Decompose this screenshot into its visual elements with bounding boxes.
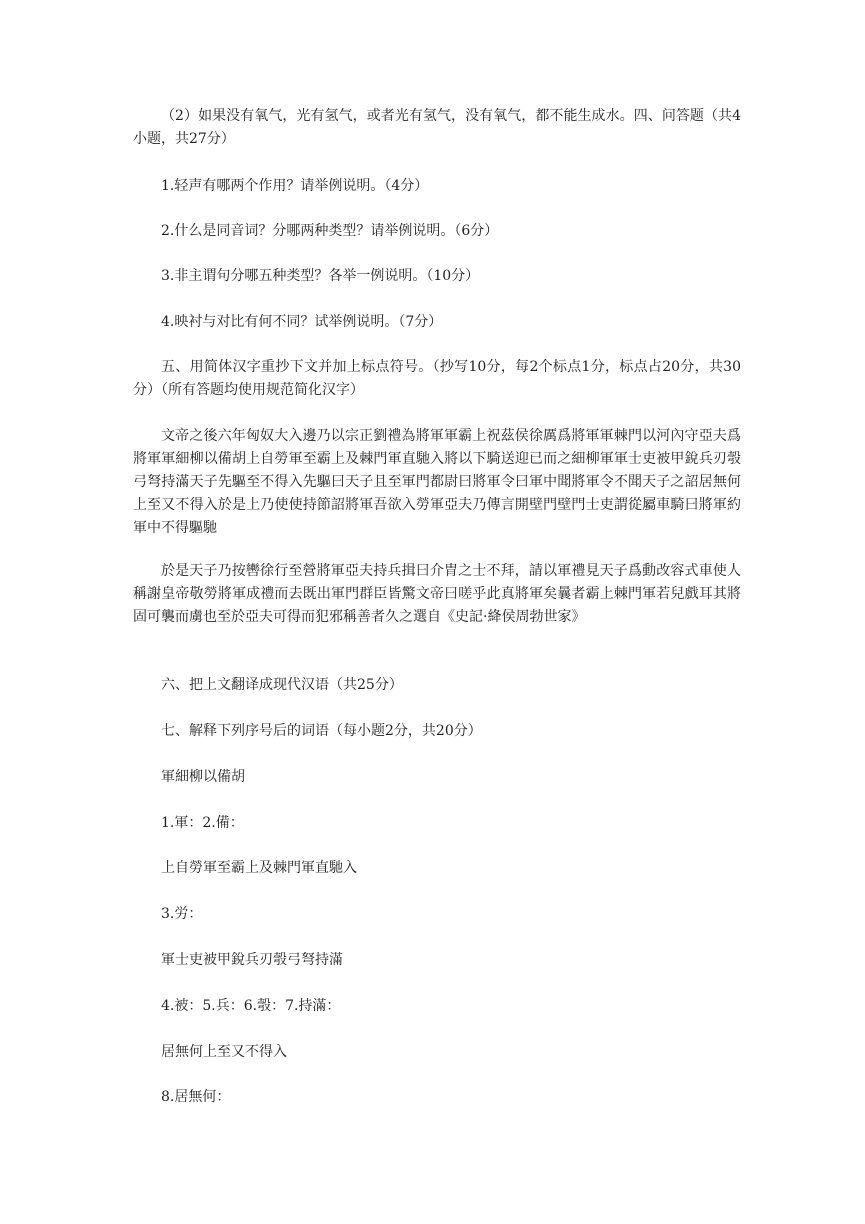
classical-text-paragraph-1: 文帝之後六年匈奴大入邊乃以宗正劉禮為將軍軍霸上祝茲侯徐厲爲將軍軍棘門以河內守亞夫爲將軍軍細柳以備胡上自勞軍至霸上及棘門軍直馳入將以下騎送迎已而之細柳軍軍士吏被甲銳兵刃彀弓弩持滿天子先驅至不得入先驅曰天子且至軍門都尉曰將軍令曰軍中聞將軍令不聞天子之詔居無何上至又不得入於是上乃使使持節詔將軍吾欲入勞軍亞夫乃傳言開壁門壁門士吏謂從屬車騎曰將軍約軍中不得驅馳 xyxy=(133,428,741,536)
question-2: 2.什么是同音词？分哪两种类型？请举例说明。（6分） xyxy=(161,223,499,239)
question-1: 1.轻声有哪两个作用？请举例说明。（4分） xyxy=(161,178,429,194)
vocab-sentence-4: 居無何上至又不得入 xyxy=(161,1044,287,1060)
question-3: 3.非主谓句分哪五种类型？各举一例说明。（10分） xyxy=(161,268,480,284)
vocab-sentence-3: 軍士吏被甲銳兵刃彀弓弩持滿 xyxy=(161,952,343,968)
vocab-sentence-2: 上自勞軍至霸上及棘門軍直馳入 xyxy=(161,860,357,876)
vocab-sentence-1: 軍細柳以備胡 xyxy=(161,769,245,785)
classical-text-paragraph-2: 於是天子乃按轡徐行至營將軍亞夫持兵揖曰介胄之士不拜，請以軍禮見天子爲動改容式車使人稱謝皇帝敬勞將軍成禮而去既出軍門群臣皆驚文帝曰嗟乎此真將軍矣曩者霸上棘門軍若兒戲耳其將固可襲而虜也至於亞夫可得而犯邪稱善者久之選自《史記·絳侯周勃世家》 xyxy=(133,563,741,625)
section-7-heading: 七、解释下列序号后的词语（每小题2分，共20分） xyxy=(161,723,482,739)
section-5-heading: 五、用简体汉字重抄下文并加上标点符号。（抄写10分，每2个标点1分，标点占20分，共30分）（所有答题均使用规范简化汉字） xyxy=(133,359,741,398)
paragraph-hydrogen-oxygen: （2）如果没有氧气，光有氢气，或者光有氢气，没有氧气，都不能生成水。四、问答题（共4小题，共27分） xyxy=(133,108,741,147)
vocab-item-8: 8.居無何： xyxy=(161,1089,231,1105)
vocab-items-4-7: 4.被：5.兵：6.彀：7.持滿： xyxy=(161,998,341,1014)
vocab-items-1-2: 1.軍：2.備： xyxy=(161,815,244,831)
question-4: 4.映衬与对比有何不同？试举例说明。（7分） xyxy=(161,314,443,330)
section-6-heading: 六、把上文翻译成现代汉语（共25分） xyxy=(161,677,403,693)
vocab-item-3: 3.労： xyxy=(161,906,203,922)
